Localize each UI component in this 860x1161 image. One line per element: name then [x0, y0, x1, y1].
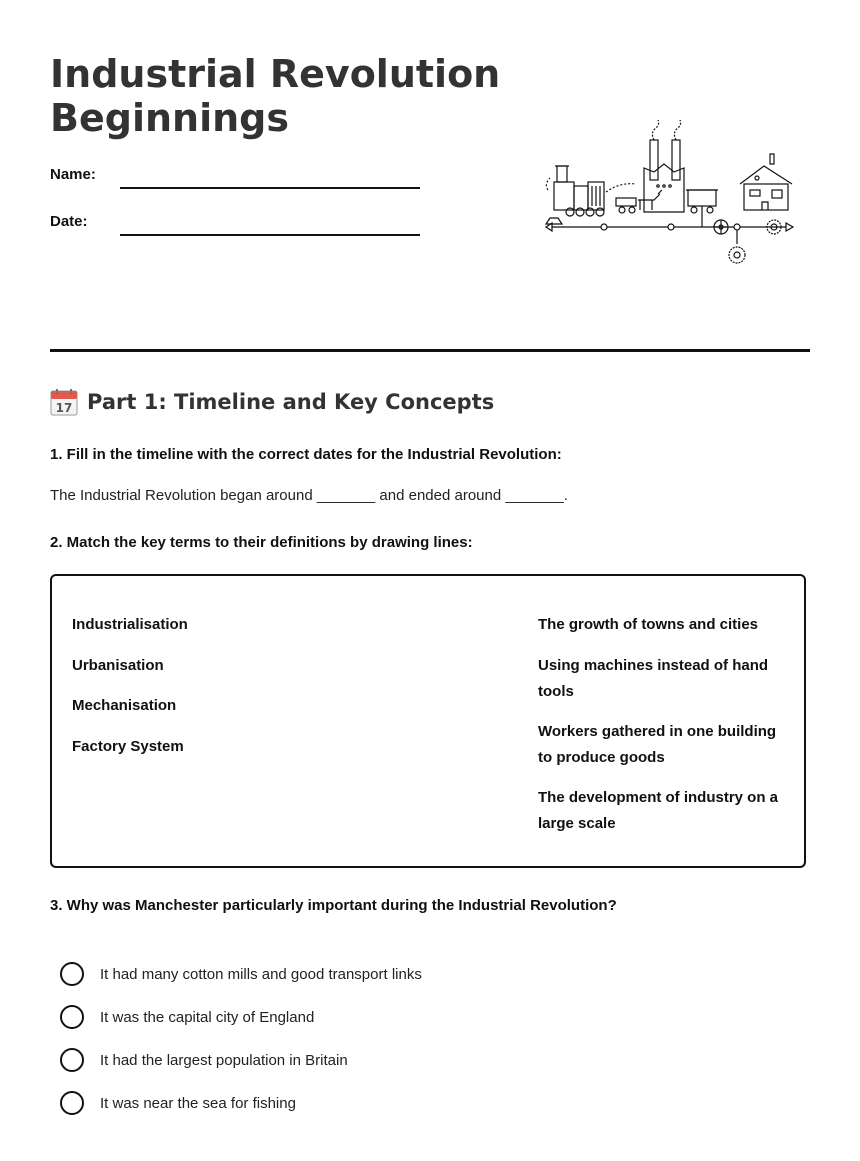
- option-label: It had many cotton mills and good transport links: [100, 965, 422, 983]
- option-largest-population[interactable]: [60, 1048, 348, 1072]
- option-near-sea[interactable]: [60, 1091, 296, 1115]
- question-3: 3. Why was Manchester particularly important during the Industrial Revolution?: [50, 897, 617, 914]
- date-label: Date:: [50, 213, 88, 230]
- option-label: It was near the sea for fishing: [100, 1094, 296, 1112]
- option-label: It was the capital city of England: [100, 1008, 315, 1026]
- option-label: It had the largest population in Britain: [100, 1051, 348, 1069]
- question-2: 2. Match the key terms to their definitions by drawing lines:: [50, 534, 473, 551]
- radio-button[interactable]: [60, 1005, 84, 1029]
- term-mechanisation[interactable]: Mechanisation: [72, 697, 177, 714]
- definition-machines[interactable]: Using machines instead of hand tools: [538, 657, 769, 700]
- definition-industry-scale[interactable]: The development of industry on a large scale: [538, 789, 779, 832]
- definition-workers-building[interactable]: Workers gathered in one building to produce goods: [538, 723, 777, 766]
- question-1-sentence: The Industrial Revolution began around _______ and ended around _______.: [50, 487, 568, 504]
- option-capital-city[interactable]: [60, 1005, 314, 1029]
- term-industrialisation[interactable]: Industrialisation: [72, 616, 188, 633]
- calendar-icon: [50, 388, 78, 416]
- industrial-timeline-illustration: [540, 120, 800, 270]
- radio-button[interactable]: [60, 962, 84, 986]
- part1-heading: [50, 388, 494, 416]
- term-factory-system[interactable]: Factory System: [72, 738, 184, 755]
- title-line-2: Beginnings: [50, 96, 289, 140]
- radio-button[interactable]: [60, 1091, 84, 1115]
- question-1: 1. Fill in the timeline with the correct dates for the Industrial Revolution:: [50, 446, 562, 463]
- name-field[interactable]: [120, 187, 420, 189]
- matching-box: [50, 574, 806, 868]
- title-line-1: Industrial Revolution: [50, 52, 501, 96]
- option-cotton-mills[interactable]: [60, 962, 422, 986]
- worksheet-title: [50, 52, 520, 140]
- part1-title: Part 1: Timeline and Key Concepts: [87, 390, 495, 414]
- name-label: Name:: [50, 166, 96, 183]
- date-field[interactable]: [120, 234, 420, 236]
- section-divider: [50, 349, 810, 352]
- definition-towns-cities[interactable]: The growth of towns and cities: [538, 616, 759, 633]
- calendar-icon-number: 17: [55, 401, 73, 415]
- term-urbanisation[interactable]: Urbanisation: [72, 657, 164, 674]
- radio-button[interactable]: [60, 1048, 84, 1072]
